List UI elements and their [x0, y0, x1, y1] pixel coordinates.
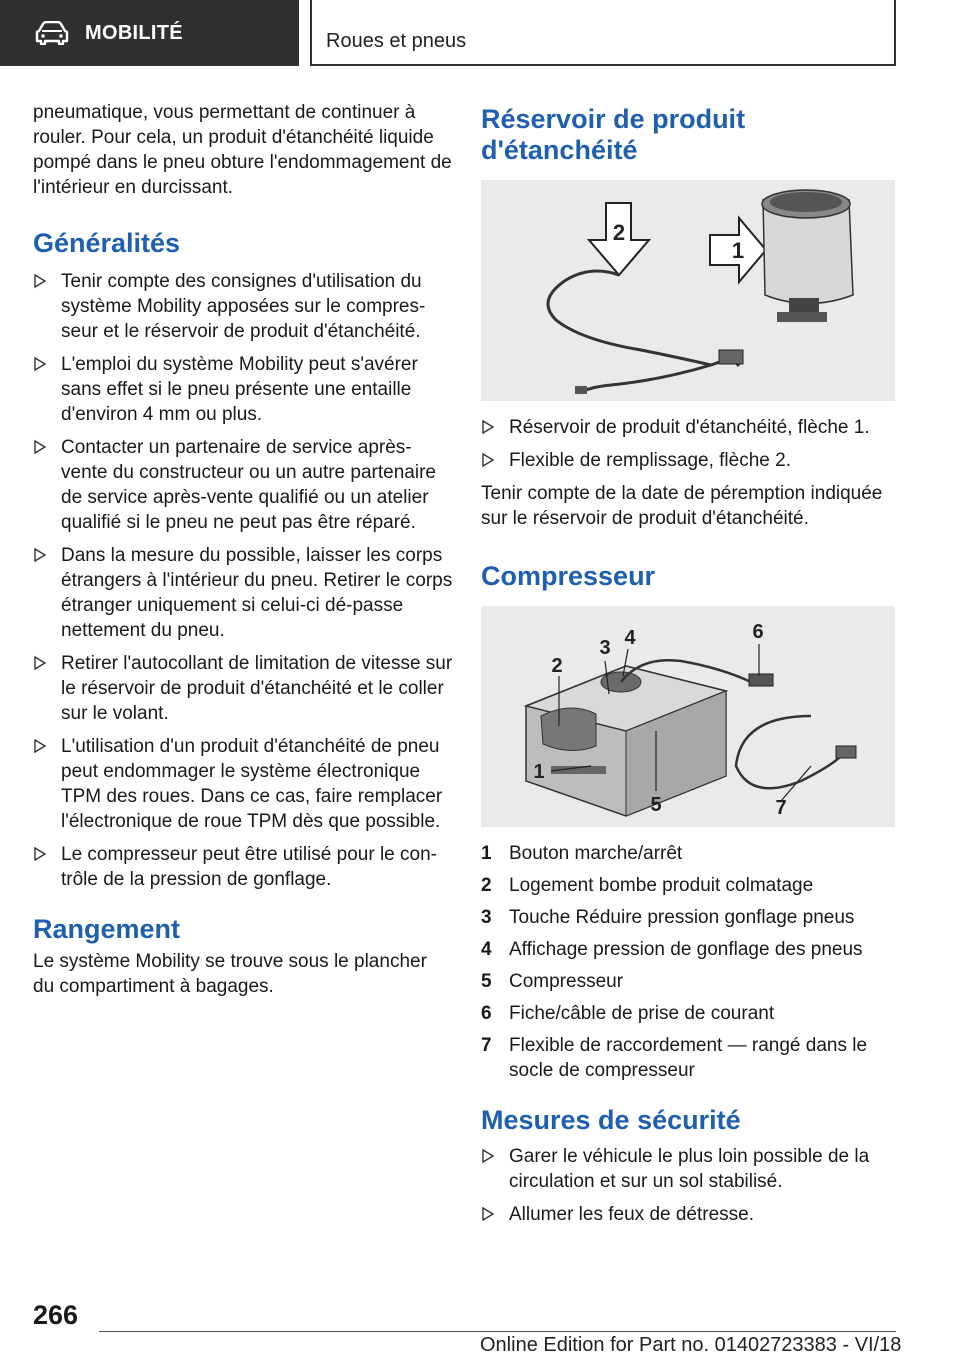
triangle-bullet-icon [33, 738, 47, 754]
compressor-figure [481, 606, 895, 827]
callout-7: 7 [775, 797, 787, 819]
reservoir-heading: Réservoir de produit d'étanchéité [481, 104, 746, 165]
footer-divider [99, 1331, 896, 1332]
triangle-bullet-icon [481, 419, 495, 435]
triangle-bullet-icon [33, 846, 47, 862]
callout-5: 5 [650, 794, 662, 816]
edition-note: Online Edition for Part no. 01402723383 - VI/18 [480, 1334, 902, 1356]
callout-2: 2 [551, 655, 563, 677]
section-tab [0, 0, 299, 66]
legend-item: 4 Affichage pression de gonflage des pneus [481, 939, 863, 960]
rangement-paragraph: Le système Mobility se trouve sous le plancher du compartiment à bagages. [33, 951, 427, 997]
securite-list [481, 1144, 901, 1227]
intro-paragraph: pneumatique, vous permettant de continuer à rouler. Pour cela, un produit d'étanchéité liquide pompé dans le pneu obture l'endommagement de l'intérieur en durcissant. [33, 102, 452, 198]
list-item: L'emploi du système Mobility peut s'avérer sans effet si le pneu présente une entaille d'environ 4 mm ou plus. [33, 352, 453, 427]
sealant-reservoir-figure [481, 180, 895, 401]
generalites-list [33, 269, 453, 892]
arrow-label-1: 1 [731, 238, 745, 263]
generalites-heading: Généralités [33, 228, 181, 258]
triangle-bullet-icon [481, 452, 495, 468]
triangle-bullet-icon [33, 439, 47, 455]
compresseur-heading: Compresseur [481, 561, 656, 591]
legend-item: 3 Touche Réduire pression gonflage pneus [481, 907, 855, 928]
list-item: Garer le véhicule le plus loin possible de la circulation et sur un sol stabilisé. [481, 1144, 901, 1194]
legend-item: 7 Flexible de raccordement — rangé dans le socle de compresseur [481, 1035, 868, 1081]
list-item: Flexible de remplissage, flèche 2. [481, 448, 901, 473]
legend-item: 6 Fiche/câble de prise de courant [481, 1003, 775, 1024]
right-column [481, 104, 901, 1235]
reservoir-paragraph: Tenir compte de la date de péremption indiquée sur le réservoir de produit d'étanchéité. [481, 483, 883, 529]
callout-4: 4 [624, 627, 636, 649]
legend-item: 1 Bouton marche/arrêt [481, 843, 683, 864]
list-item: L'utilisation d'un produit d'étanchéité de pneu peut endommager le système électronique TPM des roues. Dans ce cas, faire remplacer l'électronique de roue TPM dès que possible. [33, 734, 453, 834]
reservoir-list [481, 415, 901, 473]
triangle-bullet-icon [33, 356, 47, 372]
list-item: Retirer l'autocollant de limitation de vitesse sur le réservoir de produit d'étanchéité et le coller sur le volant. [33, 651, 453, 726]
list-item: Allumer les feux de détresse. [481, 1202, 901, 1227]
rangement-heading: Rangement [33, 914, 181, 944]
list-item: Tenir compte des consignes d'utilisation du système Mobility apposées sur le compres‐seur et le réservoir de produit d'étanchéité. [33, 269, 453, 344]
section-title: MOBILITÉ [85, 21, 183, 44]
compressor-legend [481, 841, 901, 1083]
left-column [33, 100, 453, 999]
callout-1: 1 [533, 761, 545, 783]
triangle-bullet-icon [481, 1206, 495, 1222]
arrow-label-2: 2 [612, 220, 626, 245]
car-icon [35, 21, 69, 45]
chapter-title: Roues et pneus [326, 30, 467, 52]
legend-item: 2 Logement bombe produit colmatage [481, 875, 814, 896]
triangle-bullet-icon [33, 655, 47, 671]
list-item: Réservoir de produit d'étanchéité, flèche 1. [481, 415, 901, 440]
compressor-illustration [481, 606, 895, 827]
triangle-bullet-icon [481, 1148, 495, 1164]
legend-item: 5 Compresseur [481, 971, 624, 992]
list-item: Le compresseur peut être utilisé pour le con‐trôle de la pression de gonflage. [33, 842, 453, 892]
list-item: Dans la mesure du possible, laisser les corps étrangers à l'intérieur du pneu. Retirer le corps étranger uniquement si celui-ci dé‐passe nettement du pneu. [33, 543, 453, 643]
sealant-reservoir-illustration [481, 180, 895, 401]
chapter-tab [310, 0, 896, 66]
list-item: Contacter un partenaire de service après-vente du constructeur ou un autre partenaire de service après-vente qualifié ou un atelier qualifié si le pneu ne peut pas être réparé. [33, 435, 453, 535]
triangle-bullet-icon [33, 273, 47, 289]
securite-heading: Mesures de sécurité [481, 1105, 741, 1135]
page-number: 266 [33, 1300, 79, 1330]
triangle-bullet-icon [33, 547, 47, 563]
callout-3: 3 [599, 637, 611, 659]
callout-6: 6 [752, 621, 764, 643]
